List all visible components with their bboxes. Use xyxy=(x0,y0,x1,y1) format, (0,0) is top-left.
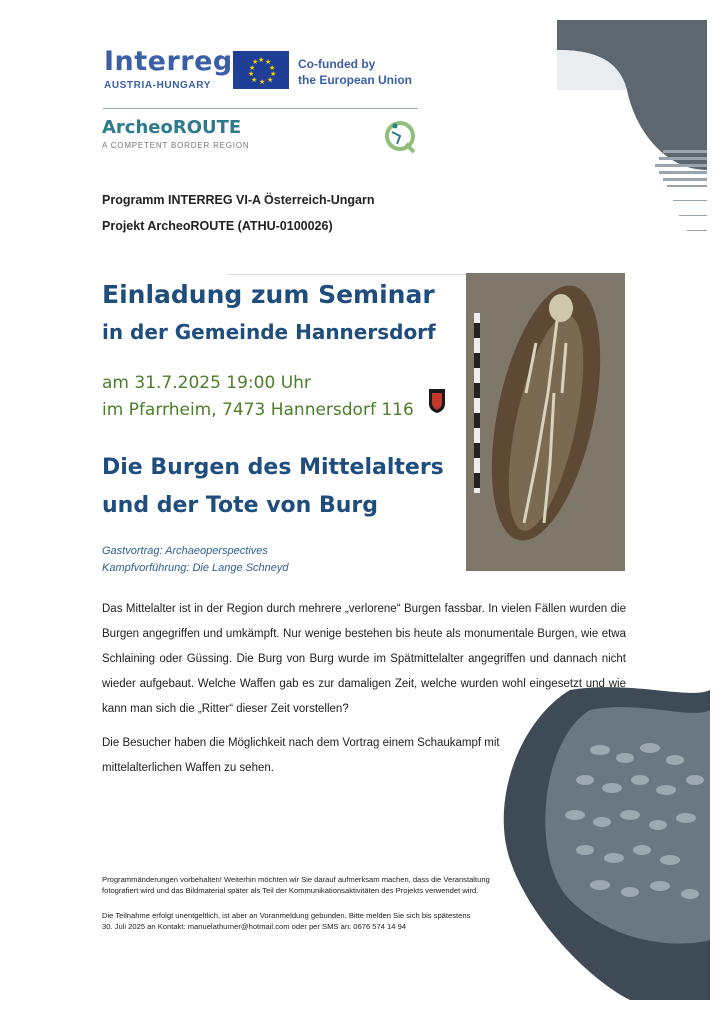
archeoroute-logo: ArcheoROUTE xyxy=(102,117,242,138)
interreg-logo: Interreg xyxy=(104,46,233,77)
topic-subtitle: und der Tote von Burg xyxy=(102,493,379,518)
header-divider xyxy=(103,108,418,109)
topic-title: Die Burgen des Mittelalters xyxy=(102,455,444,480)
cofunded-text: Co-funded by the European Union xyxy=(298,57,412,87)
archeoroute-subtitle: A COMPETENT BORDER REGION xyxy=(102,141,250,150)
hannersdorf-crest-icon xyxy=(428,388,446,414)
body-paragraph: Das Mittelalter ist in der Region durch mehrere „verlorene“ Burgen fassbar. In vielen Fällen wurden die Burgen angegriffen und umkämpft. Nur wenige bestehen bis heute als monumentale Burgen, wie etwa Schlaining oder Güssing. Die Burg von Burg wurde im Spätmittelalter angegriffen und dannach nicht wieder aufgebaut. Welche Waffen gab es zur damaligen Zeit, welche wurden wohl eingesetzt und wie kann man sich die „Ritter“ dieser Zeit vorstellen? xyxy=(102,603,626,715)
archeoroute-emblem-icon xyxy=(382,118,420,154)
invite-title: Einladung zum Seminar xyxy=(102,280,435,309)
eu-flag-icon: ★ ★ ★ ★ ★ ★ ★ ★ ★ ★ xyxy=(233,51,289,89)
notice-photo: Programmänderungen vorbehalten! Weiterhin möchten wir Sie darauf aufmerksam machen, dass die Veranstaltung fotografiert wird und das Bildmaterial später als Teil der Kommunikationsaktivitäten des Projekts verwendet wird. xyxy=(102,875,490,895)
section-divider xyxy=(228,274,468,275)
excavation-skeleton-photo xyxy=(466,273,625,571)
guest-lecture: Gastvortrag: Archaeoperspectives xyxy=(102,545,268,557)
invite-subtitle: in der Gemeinde Hannersdorf xyxy=(102,320,436,344)
interreg-subtitle: AUSTRIA-HUNGARY xyxy=(104,80,211,91)
fight-demo: Kampfvorführung: Die Lange Schneyd xyxy=(102,562,289,574)
project-line: Projekt ArcheoROUTE (ATHU-0100026) xyxy=(102,219,333,233)
cobblestone-graphic xyxy=(490,680,710,1000)
event-place: im Pfarrheim, 7473 Hannersdorf 116 xyxy=(102,400,414,420)
decorative-arc-graphic xyxy=(555,20,707,245)
event-date: am 31.7.2025 19:00 Uhr xyxy=(102,373,311,393)
body-paragraph-2: Die Besucher haben die Möglichkeit nach dem Vortrag einem Schaukampf mit mittelalterlichen Waffen zu sehen. xyxy=(102,737,500,774)
notice-registration: Die Teilnahme erfolgt unentgeltlich, ist aber an Voranmeldung gebunden. Bitte melden Sie sich bis spätestens 30. Juli 2025 an Kontakt: manuelathurner@hotmail.com oder per SMS an: 0676 574 14 94 xyxy=(102,911,471,931)
program-line: Programm INTERREG VI-A Österreich-Ungarn xyxy=(102,193,375,207)
